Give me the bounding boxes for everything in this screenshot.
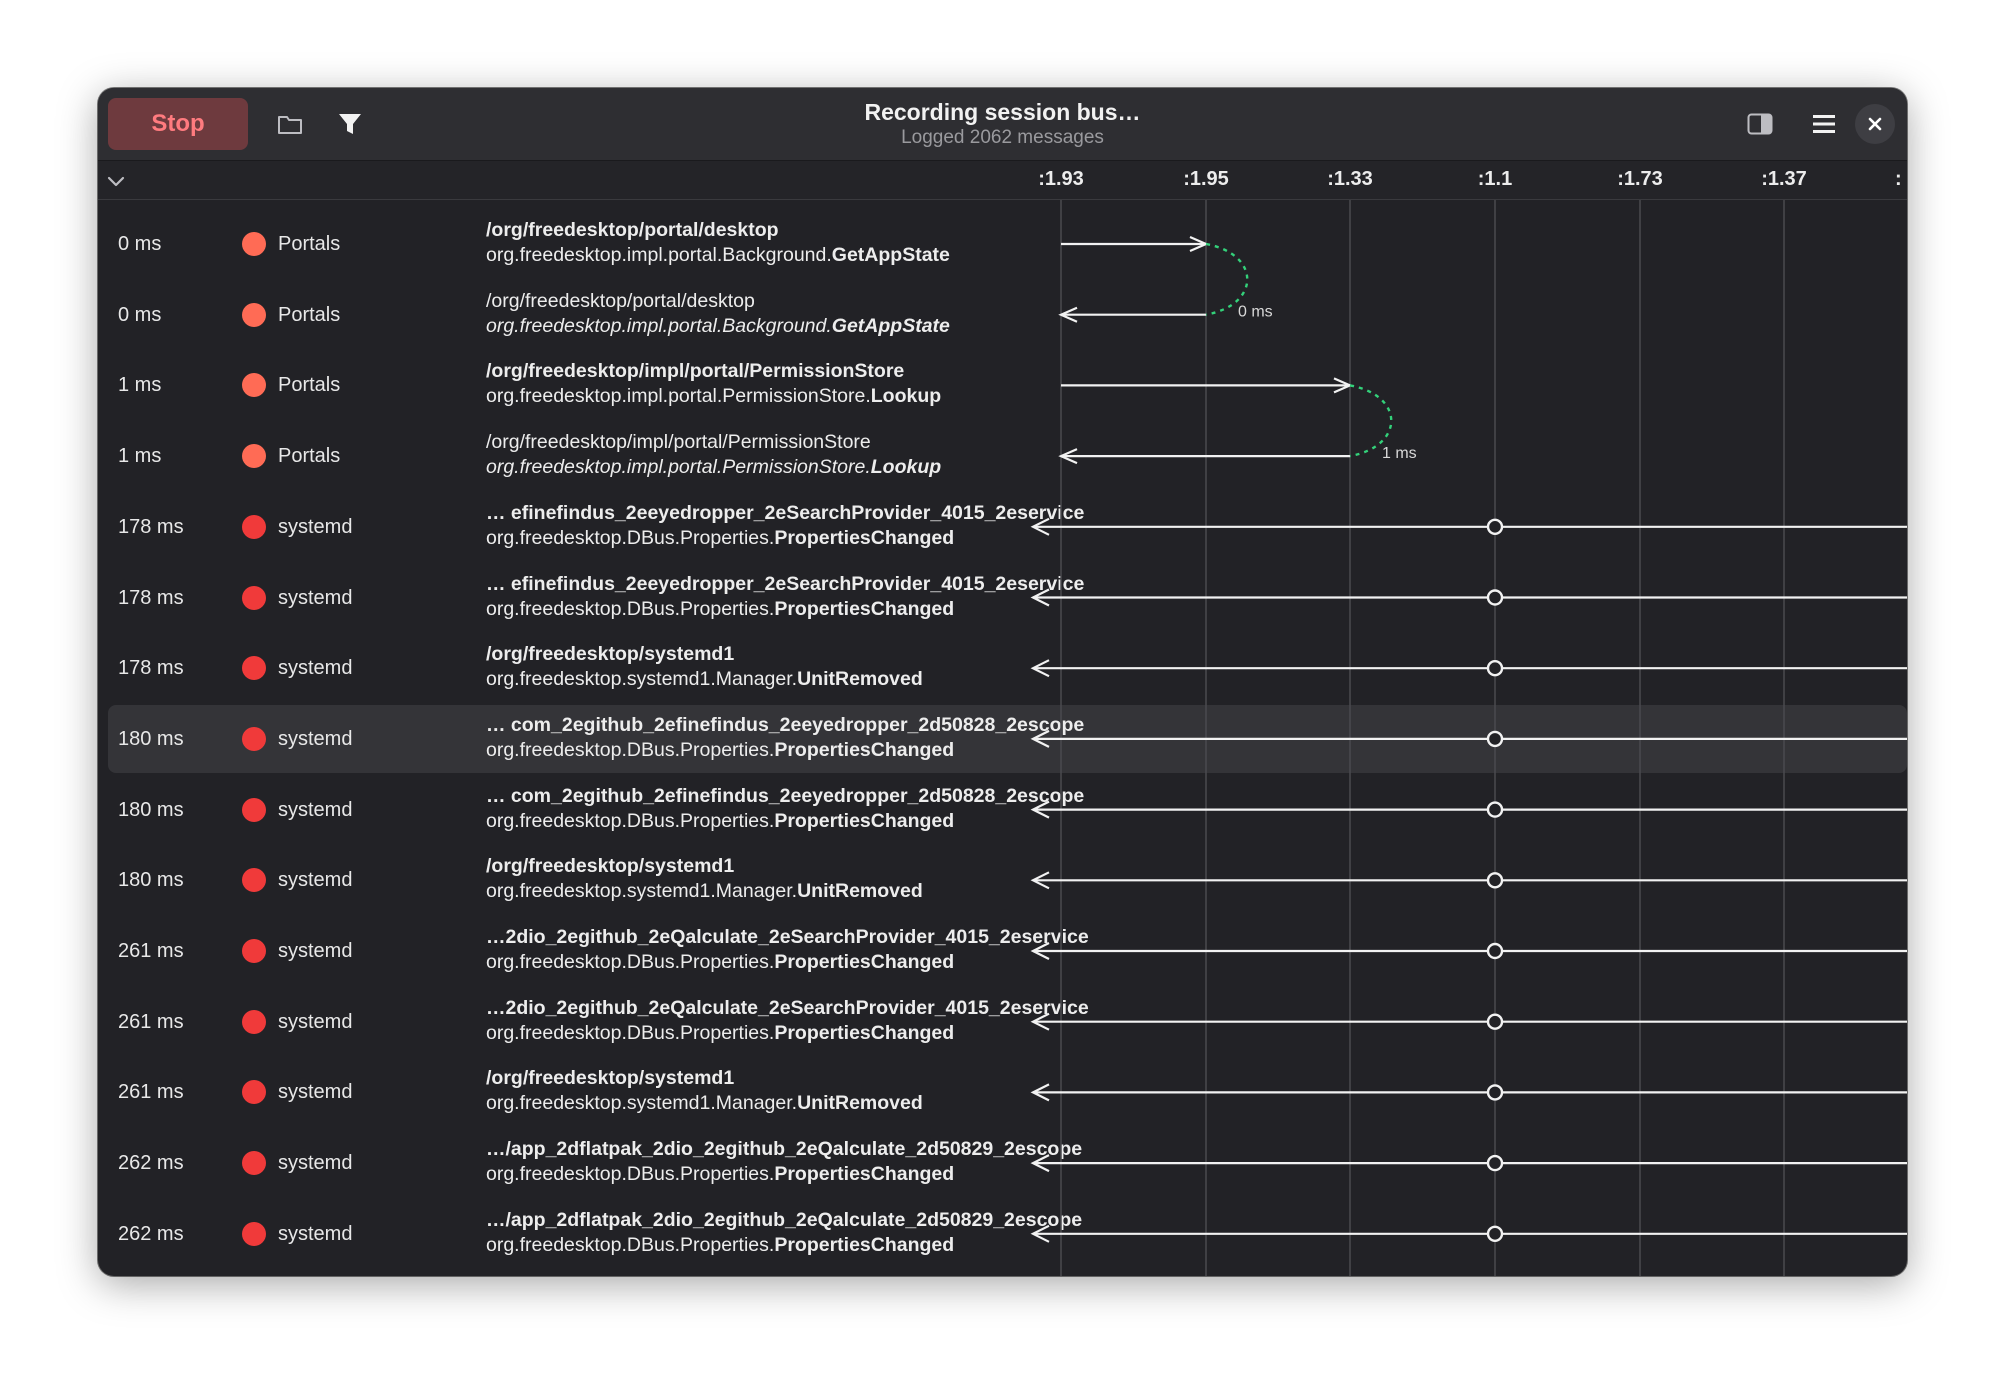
message-details	[486, 1066, 1046, 1116]
bustle-window	[98, 88, 1907, 1276]
member-name: Lookup	[870, 456, 942, 479]
sender-color-dot	[242, 1080, 266, 1104]
message-interface	[486, 455, 1046, 480]
message-sender: Portals	[278, 374, 341, 397]
interface-name: org.freedesktop.DBus.Properties.	[486, 951, 775, 973]
message-sender: systemd	[278, 515, 353, 538]
message-path: …2dio_2egithub_2eQalculate_2eSearchProvider_4015_2eservice	[486, 996, 1089, 1019]
message-time: 1 ms	[118, 445, 162, 468]
message-row[interactable]	[108, 705, 1907, 773]
message-sender: Portals	[278, 303, 341, 326]
message-interface	[486, 738, 1046, 763]
message-time: 262 ms	[118, 1152, 184, 1175]
message-sender: Portals	[278, 233, 341, 255]
interface-name: org.freedesktop.DBus.Properties.	[486, 1233, 775, 1256]
sender-color-dot	[242, 515, 266, 539]
sender-color-dot	[242, 939, 266, 963]
sender-color-dot	[242, 586, 266, 610]
message-details	[486, 784, 1085, 834]
member-name: PropertiesChanged	[774, 1163, 955, 1186]
message-details	[486, 572, 1085, 622]
ruler-tick: :1.73	[1617, 168, 1663, 190]
message-time: 262 ms	[118, 1222, 184, 1245]
message-path: /org/freedesktop/impl/portal/PermissionStore	[486, 360, 905, 383]
ruler-tick: :1.1	[1477, 168, 1513, 190]
sender-color-dot	[242, 232, 266, 256]
message-row[interactable]	[108, 1129, 1907, 1197]
member-name: PropertiesChanged	[774, 951, 955, 973]
message-details	[486, 218, 1046, 268]
message-path: /org/freedesktop/portal/desktop	[486, 219, 779, 241]
message-sender: systemd	[278, 727, 353, 750]
close-button[interactable]	[1855, 104, 1895, 144]
message-time: 178 ms	[118, 657, 184, 680]
message-time: 178 ms	[118, 586, 184, 609]
message-path: /org/freedesktop/systemd1	[486, 1067, 735, 1090]
window-subtitle: Logged 2062 messages	[901, 127, 1104, 148]
sender-color-dot	[242, 1010, 266, 1034]
message-path: …2dio_2egithub_2eQalculate_2eSearchProvider_4015_2eservice	[486, 926, 1089, 948]
message-path: /org/freedesktop/systemd1	[486, 855, 735, 878]
message-row[interactable]	[108, 846, 1907, 914]
message-details	[486, 501, 1085, 551]
message-row[interactable]	[108, 210, 1907, 278]
sender-color-dot	[242, 1151, 266, 1175]
message-details	[486, 359, 1046, 409]
latency-label: 1 ms	[1382, 445, 1417, 463]
message-sender: systemd	[278, 798, 353, 821]
member-name: UnitRemoved	[797, 1092, 923, 1115]
close-icon	[1868, 117, 1882, 131]
chevron-down-icon[interactable]	[104, 169, 128, 193]
message-path: …/app_2dflatpak_2dio_2egithub_2eQalculate_2d50829_2escope	[486, 1208, 1083, 1231]
timeline-ruler	[98, 161, 1907, 200]
message-details	[486, 430, 1046, 480]
member-name: PropertiesChanged	[774, 597, 955, 620]
message-details	[486, 289, 1046, 339]
message-time: 0 ms	[118, 303, 162, 326]
interface-name: org.freedesktop.impl.portal.PermissionStore.	[486, 385, 871, 408]
message-time: 180 ms	[118, 869, 184, 892]
message-path: … efinefindus_2eeyedropper_2eSearchProvider_4015_2eservice	[486, 501, 1085, 524]
message-interface	[486, 1091, 1046, 1116]
message-interface	[486, 950, 1046, 975]
message-details	[486, 1137, 1083, 1187]
interface-name: org.freedesktop.DBus.Properties.	[486, 1021, 775, 1044]
interface-name: org.freedesktop.systemd1.Manager.	[486, 880, 798, 903]
interface-name: org.freedesktop.impl.portal.Background.	[486, 244, 832, 266]
message-interface	[486, 243, 1046, 268]
header-bar	[98, 88, 1907, 161]
message-row[interactable]	[108, 422, 1907, 490]
message-details	[486, 996, 1089, 1046]
ruler-tick: :1.33	[1327, 168, 1373, 190]
sender-color-dot	[242, 868, 266, 892]
message-interface	[486, 1162, 1046, 1187]
message-path: … com_2egithub_2efinefindus_2eeyedropper_2d50828_2escope	[486, 784, 1085, 807]
interface-name: org.freedesktop.systemd1.Manager.	[486, 668, 798, 691]
message-row[interactable]	[108, 493, 1907, 561]
message-sender: systemd	[278, 1152, 353, 1175]
member-name: PropertiesChanged	[774, 1021, 955, 1044]
interface-name: org.freedesktop.DBus.Properties.	[486, 1163, 775, 1186]
member-name: PropertiesChanged	[774, 738, 955, 761]
message-time: 180 ms	[118, 798, 184, 821]
message-row[interactable]	[108, 917, 1907, 985]
message-sender: Portals	[278, 445, 341, 468]
sidebar-toggle-icon[interactable]	[1740, 104, 1780, 144]
message-row[interactable]	[108, 564, 1907, 632]
message-details	[486, 1208, 1083, 1258]
message-sender: systemd	[278, 657, 353, 680]
member-name: PropertiesChanged	[774, 809, 955, 832]
sender-color-dot	[242, 656, 266, 680]
interface-name: org.freedesktop.systemd1.Manager.	[486, 1092, 798, 1115]
sender-color-dot	[242, 303, 266, 327]
sender-color-dot	[242, 727, 266, 751]
interface-name: org.freedesktop.DBus.Properties.	[486, 597, 775, 620]
message-interface	[486, 879, 1046, 904]
sender-color-dot	[242, 444, 266, 468]
message-interface	[486, 1021, 1046, 1046]
member-name: UnitRemoved	[797, 880, 923, 903]
message-interface	[486, 809, 1046, 834]
message-row[interactable]	[108, 1200, 1907, 1268]
message-interface	[486, 667, 1046, 692]
message-sender: systemd	[278, 940, 353, 962]
title-area	[598, 98, 1407, 150]
message-sender: systemd	[278, 869, 353, 892]
message-row[interactable]	[108, 988, 1907, 1056]
message-row[interactable]	[108, 351, 1907, 419]
ruler-tick: :1.37	[1761, 168, 1807, 190]
sender-color-dot	[242, 373, 266, 397]
message-time: 261 ms	[118, 1010, 184, 1033]
stop-button[interactable]: Stop	[108, 98, 248, 150]
ruler-tick: :	[1895, 168, 1902, 190]
message-path: /org/freedesktop/portal/desktop	[486, 289, 755, 312]
message-row[interactable]	[108, 634, 1907, 702]
interface-name: org.freedesktop.impl.portal.Background.	[486, 314, 832, 337]
message-path: /org/freedesktop/impl/portal/PermissionStore	[486, 431, 871, 454]
message-path: …/app_2dflatpak_2dio_2egithub_2eQalculate_2d50829_2escope	[486, 1138, 1083, 1161]
member-name: Lookup	[870, 385, 942, 408]
message-path: … com_2egithub_2efinefindus_2eeyedropper_2d50828_2escope	[486, 713, 1085, 736]
message-time: 261 ms	[118, 1081, 184, 1104]
message-path: /org/freedesktop/systemd1	[486, 643, 735, 666]
member-name: UnitRemoved	[797, 668, 923, 691]
interface-name: org.freedesktop.DBus.Properties.	[486, 526, 775, 549]
message-sender: systemd	[278, 1222, 353, 1245]
sender-color-dot	[242, 798, 266, 822]
message-details	[486, 713, 1085, 763]
message-row[interactable]	[108, 776, 1907, 844]
message-interface	[486, 526, 1046, 551]
message-row[interactable]	[108, 281, 1907, 349]
folder-icon[interactable]	[270, 104, 310, 144]
ruler-tick: :1.93	[1038, 168, 1084, 190]
member-name: PropertiesChanged	[774, 1233, 955, 1256]
message-time: 0 ms	[118, 233, 162, 255]
message-sender: systemd	[278, 1010, 353, 1033]
message-interface	[486, 314, 1046, 339]
message-row[interactable]	[108, 1058, 1907, 1126]
message-details	[486, 854, 1046, 904]
member-name: GetAppState	[831, 314, 950, 337]
message-sender: systemd	[278, 586, 353, 609]
ruler-tick: :1.95	[1183, 168, 1229, 190]
message-details	[486, 642, 1046, 692]
message-time: 1 ms	[118, 374, 162, 397]
filter-icon[interactable]	[330, 104, 370, 144]
message-sender: systemd	[278, 1081, 353, 1104]
hamburger-menu-icon[interactable]	[1804, 104, 1844, 144]
member-name: PropertiesChanged	[774, 526, 955, 549]
window-title: Recording session bus…	[864, 99, 1141, 125]
interface-name: org.freedesktop.impl.portal.PermissionStore.	[486, 456, 871, 479]
message-interface	[486, 1233, 1046, 1258]
message-time: 180 ms	[118, 727, 184, 750]
message-interface	[486, 384, 1046, 409]
message-time: 261 ms	[118, 940, 184, 962]
message-list	[98, 200, 1907, 1276]
message-interface	[486, 597, 1046, 622]
member-name: GetAppState	[831, 244, 950, 266]
latency-label: 0 ms	[1238, 303, 1273, 321]
sender-color-dot	[242, 1222, 266, 1246]
interface-name: org.freedesktop.DBus.Properties.	[486, 738, 775, 761]
message-details	[486, 925, 1089, 975]
interface-name: org.freedesktop.DBus.Properties.	[486, 809, 775, 832]
message-time: 178 ms	[118, 515, 184, 538]
message-path: … efinefindus_2eeyedropper_2eSearchProvider_4015_2eservice	[486, 572, 1085, 595]
